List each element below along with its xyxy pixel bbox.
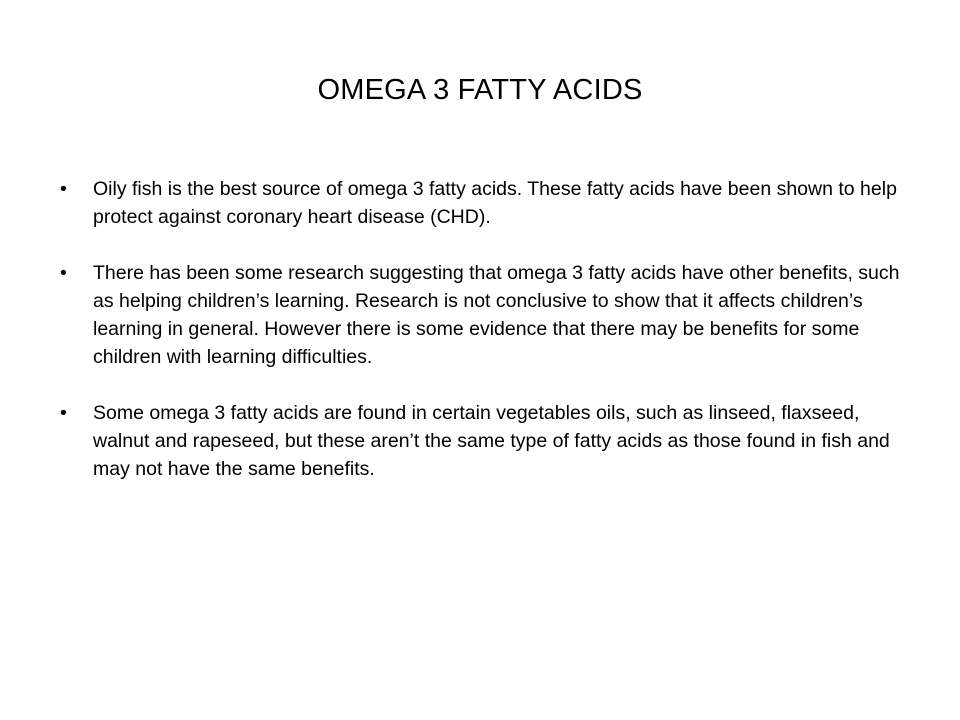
- bullet-item-research: [60, 259, 900, 371]
- bullet-text: Some omega 3 fatty acids are found in certain vegetables oils, such as linseed, flaxseed, walnut and rapeseed, but these aren’t the same type of fatty acids as those found in fish and may not have the same benefits.: [93, 402, 890, 480]
- bullet-text: There has been some research suggesting that omega 3 fatty acids have other benefits, such as helping children’s learning. Research is not conclusive to show that it affects children’s learning in general. However there is some evidence that there may be benefits for some children with learning difficulties.: [93, 262, 900, 368]
- bullet-item-vegetable-oils: [60, 399, 900, 483]
- bullet-icon: •: [60, 402, 67, 424]
- slide-title: OMEGA 3 FATTY ACIDS: [317, 74, 643, 106]
- bullet-item-fish-source: [60, 175, 900, 231]
- bullet-icon: •: [60, 178, 67, 200]
- bullet-text: Oily fish is the best source of omega 3 fatty acids. These fatty acids have been shown to help protect against coronary heart disease (CHD).: [93, 178, 897, 228]
- bullet-icon: •: [60, 262, 67, 284]
- bullet-list: [60, 175, 900, 511]
